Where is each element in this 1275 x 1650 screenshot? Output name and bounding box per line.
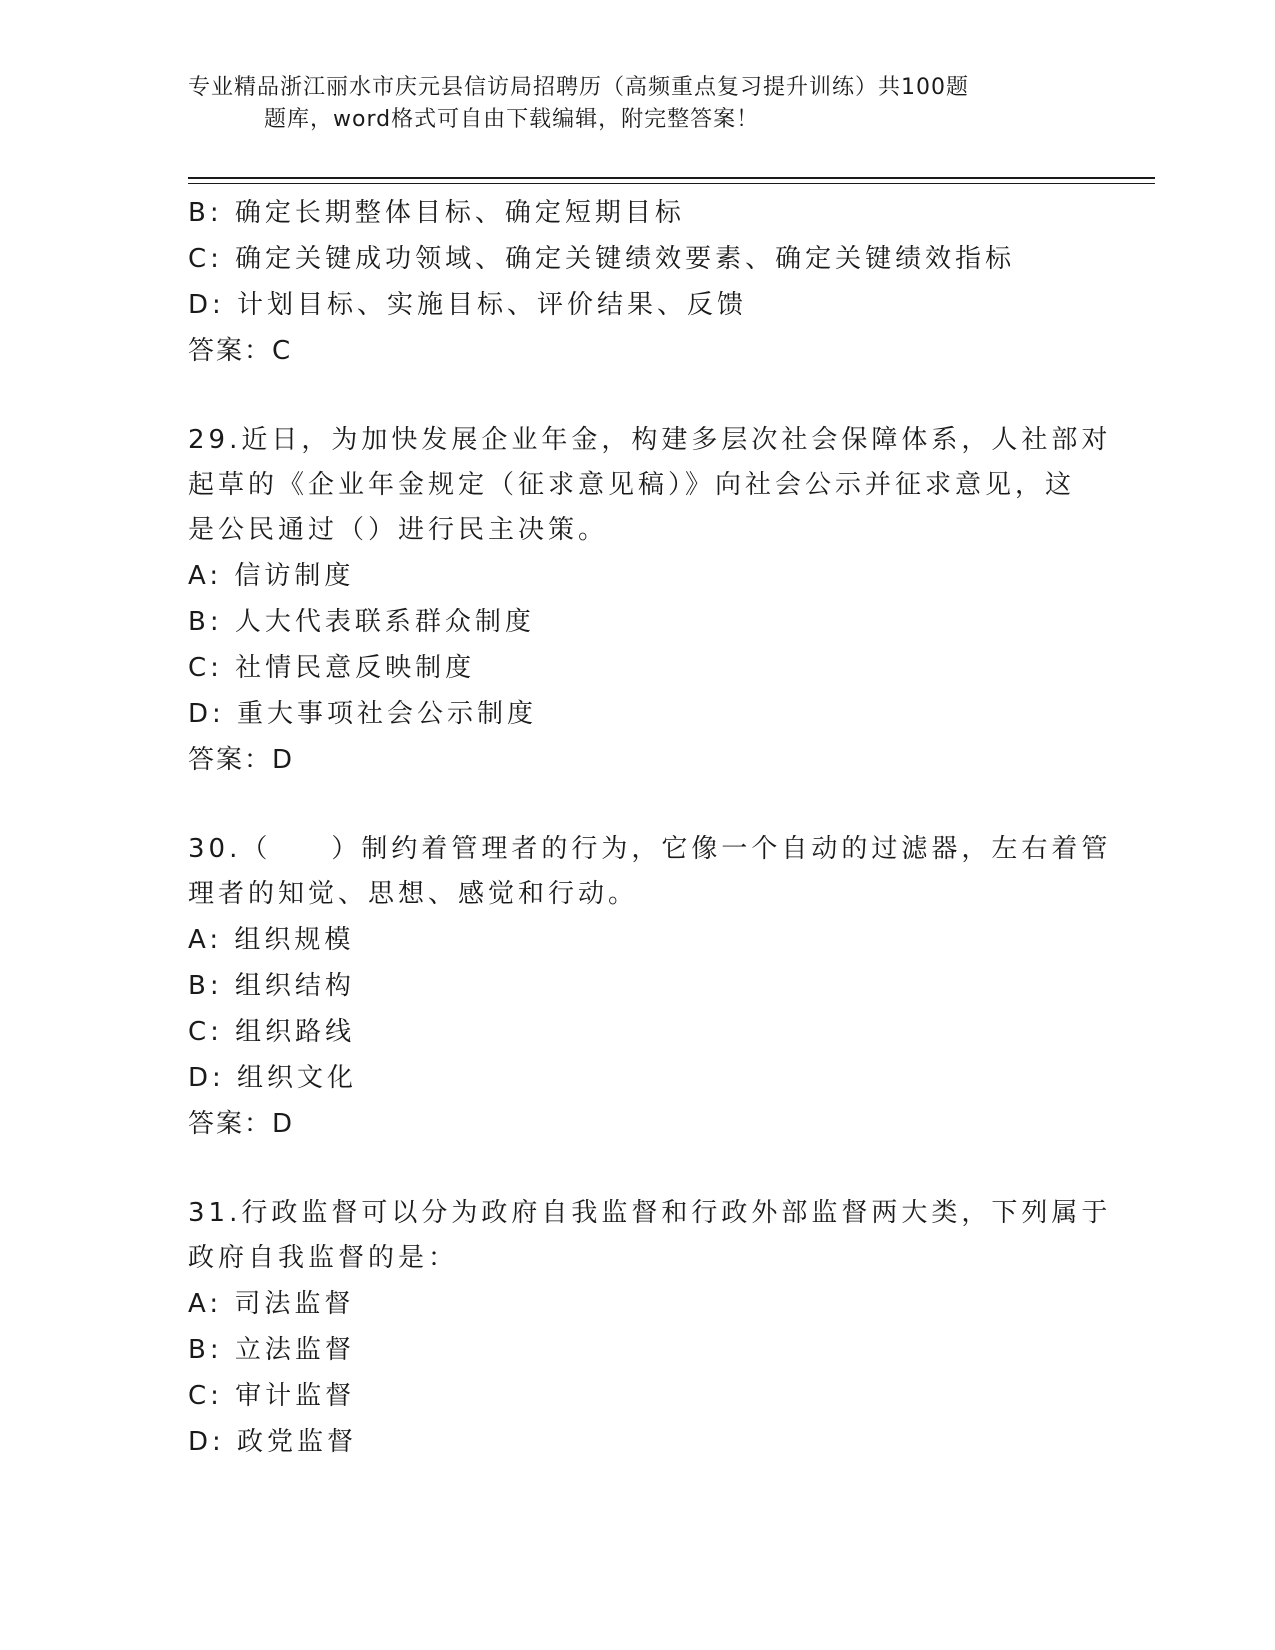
option-a: A: 司法监督 [188,1289,355,1319]
document-body [188,190,1112,1465]
option-d: D: 重大事项社会公示制度 [188,699,538,729]
header-rule-thick [188,177,1155,179]
question-29 [188,418,1112,783]
option-d: D: 政党监督 [188,1427,358,1457]
option-c: C: 审计监督 [188,1381,356,1411]
question-stem-line: 31.行政监督可以分为政府自我监督和行政外部监督两大类，下列属于 [188,1198,1112,1228]
header-rule-thin [188,183,1155,184]
spacer [188,374,1068,418]
option-d: D: 组织文化 [188,1063,358,1093]
question-stem-line: 政府自我监督的是： [188,1243,459,1273]
option-c: C: 社情民意反映制度 [188,653,476,683]
question-stem-line: 30.（ ）制约着管理者的行为，它像一个自动的过滤器，左右着管 [188,834,1112,864]
option-c: C: 组织路线 [188,1017,356,1047]
spacer [188,1147,1068,1191]
answer-line: 答案：D [188,745,295,775]
question-30 [188,827,1112,1147]
answer-line: 答案：D [188,1109,295,1139]
answer-line: 答案：C [188,336,293,366]
option-a: A: 组织规模 [188,925,355,955]
option-a: A: 信访制度 [188,561,355,591]
spacer [188,783,1068,827]
question-31 [188,1191,1112,1465]
question-stem-line: 理者的知觉、思想、感觉和行动。 [188,879,639,909]
option-b: B: 确定长期整体目标、确定短期目标 [188,198,685,228]
header-title-line-2: 题库，word格式可自由下载编辑，附完整答案！ [264,107,760,132]
option-b: B: 立法监督 [188,1335,355,1365]
question-stem-line: 29.近日，为加快发展企业年金，构建多层次社会保障体系，人社部对 [188,425,1112,455]
question-stem-line: 起草的《企业年金规定（征求意见稿）》向社会公示并征求意见，这 [188,470,1076,500]
option-b: B: 组织结构 [188,971,355,1001]
question-stem-line: 是公民通过（）进行民主决策。 [188,515,609,545]
question-28-tail [188,190,1068,374]
header-title-line-1: 专业精品浙江丽水市庆元县信访局招聘历（高频重点复习提升训练）共100题 [188,75,969,100]
option-b: B: 人大代表联系群众制度 [188,607,535,637]
option-c: C: 确定关键成功领域、确定关键绩效要素、确定关键绩效指标 [188,244,1016,274]
document-header [188,72,1068,136]
option-d: D: 计划目标、实施目标、评价结果、反馈 [188,290,748,320]
